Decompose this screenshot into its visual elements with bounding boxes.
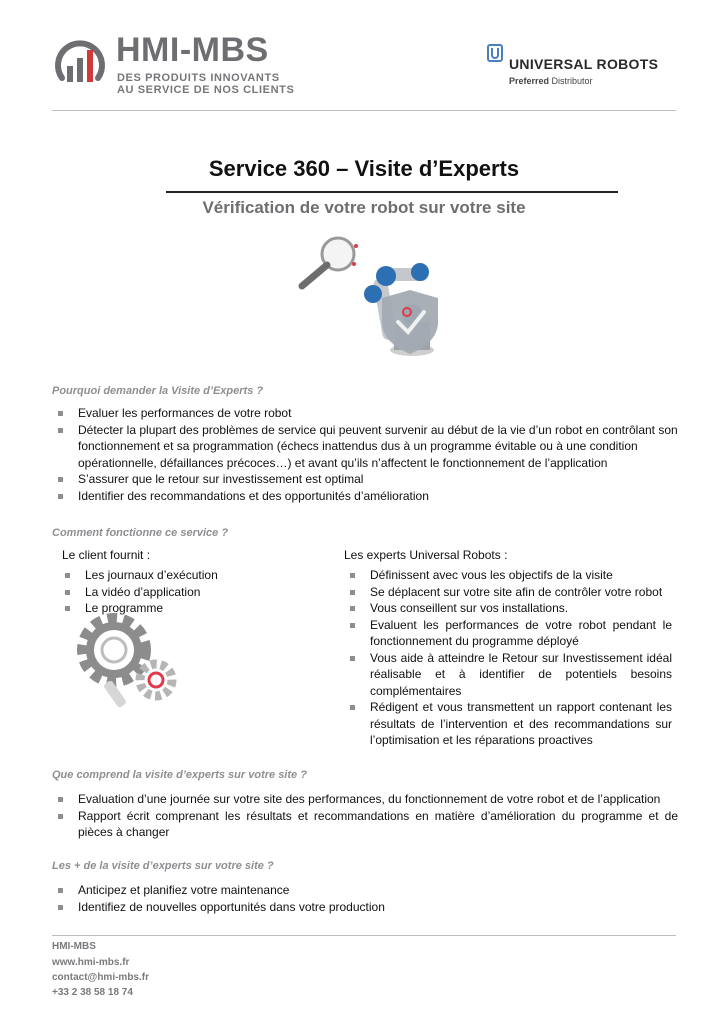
footer-divider [52,935,676,936]
client-item: La vidéo d’application [61,584,301,601]
experts-item: Evaluent les performances de votre robot pendant le fonctionnement du programme déployé [346,617,672,650]
ur-logo-icon [487,44,503,62]
client-item: Le programme [61,600,301,617]
what-item: Rapport écrit comprenant les résultats et recommandations en matière d’amélioration du programme et de pièces à changer [54,808,678,841]
section-heading-what: Que comprend la visite d’experts sur votre site ? [52,769,307,781]
experts-item: Rédigent et vous transmettent un rapport contenant les résultats de l’intervention et des recommandations sur l’optimisation et les réparations proactives [346,699,672,749]
hmi-tagline-2: AU SERVICE DE NOS CLIENTS [117,84,295,96]
experts-item: Définissent avec vous les objectifs de la visite [346,567,672,584]
header-divider [52,110,676,111]
section-heading-how: Comment fonctionne ce service ? [52,527,229,539]
client-item: Les journaux d’exécution [61,567,301,584]
footer-email-link[interactable]: contact@hmi-mbs.fr [52,972,149,983]
section-heading-plus: Les + de la visite d’experts sur votre site ? [52,860,274,872]
section-heading-why: Pourquoi demander la Visite d’Experts ? [52,385,264,397]
ur-preferred-distributor [509,76,593,86]
experts-item: Vous conseillent sur vos installations. [346,600,672,617]
why-item: Détecter la plupart des problèmes de service qui peuvent survenir au début de la vie d’un robot en contrôlant son fonctionnement et sa programmation (échecs inattendus dus à un programme évitable ou à une condition opérationnelle, défaillances précoces…) et avant qu’ils n’affectent le fonctionnement de l’application [54,422,678,472]
why-item: Evaluer les performances de votre robot [54,405,678,422]
why-item: Identifier des recommandations et des opportunités d’amélioration [54,488,678,505]
page-title: Service 360 – Visite d’Experts [208,156,520,181]
ur-logo-name: UNIVERSAL ROBOTS [509,56,659,72]
footer-website-link[interactable]: www.hmi-mbs.fr [52,957,130,968]
hmi-logo-name: HMI-MBS [116,31,269,69]
plus-list [54,882,678,915]
title-underline [166,191,618,193]
ur-distributor-word: Distributor [551,76,593,86]
footer-company-name: HMI-MBS [52,941,96,952]
gears-wrench-icon [70,610,190,710]
what-list [54,791,678,841]
why-list [54,405,678,504]
experts-label: Les experts Universal Robots : [344,548,508,562]
what-item: Evaluation d’une journée sur votre site des performances, du fonctionnement de votre robot et de l’application [54,791,678,808]
experts-item: Se déplacent sur votre site afin de contrôler votre robot [346,584,672,601]
why-item: S’assurer que le retour sur investissement est optimal [54,471,678,488]
footer-phone: +33 2 38 58 18 74 [52,987,133,998]
robot-arm-illustration-icon [290,232,450,362]
experts-item: Vous aide à atteindre le Retour sur Investissement idéal réalisable et à identifier de potentiels besoins complémentaires [346,650,672,700]
plus-item: Identifiez de nouvelles opportunités dans votre production [54,899,678,916]
ur-preferred-word: Preferred [509,76,550,86]
experts-list [346,567,672,749]
hmi-logo-icon [52,36,108,92]
plus-item: Anticipez et planifiez votre maintenance [54,882,678,899]
hmi-tagline-1: DES PRODUITS INNOVANTS [117,72,280,84]
page-subtitle: Vérification de votre robot sur votre site [202,198,526,217]
client-provides-label: Le client fournit : [62,548,151,562]
